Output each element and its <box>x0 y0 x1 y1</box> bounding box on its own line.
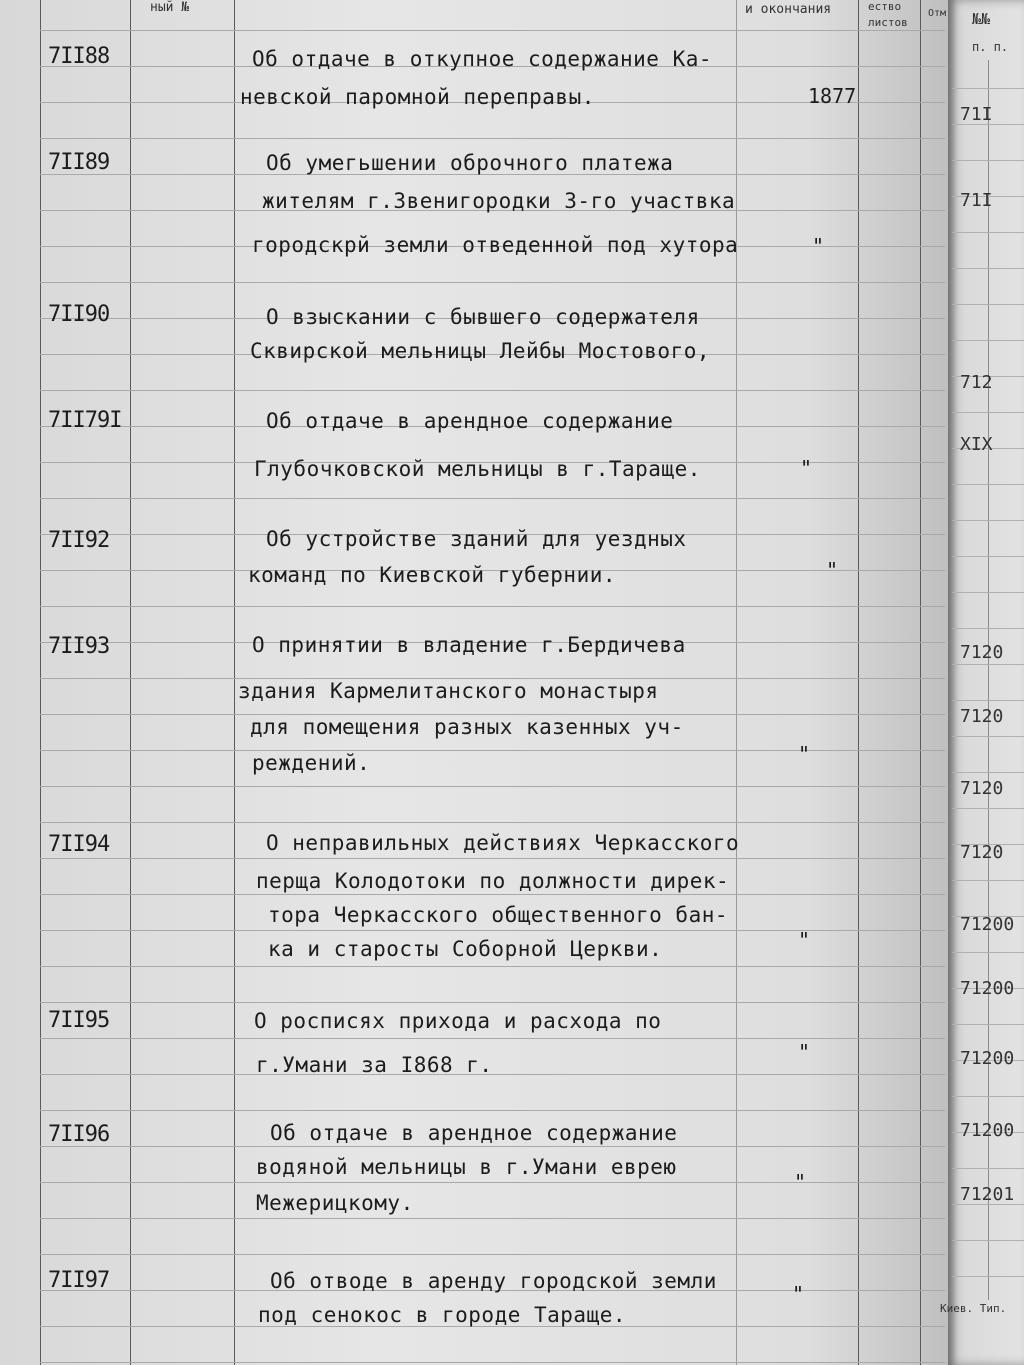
ruled-line <box>40 1362 945 1363</box>
entry-line: ка и старосты Соборной Церкви. <box>268 937 663 961</box>
ruled-line <box>952 232 1024 233</box>
ruled-line <box>40 390 945 391</box>
entry-line: под сенокос в городе Тараще. <box>258 1303 627 1327</box>
ruled-line <box>952 268 1024 269</box>
next-page-number: 71I <box>960 104 993 125</box>
column-line <box>920 0 921 1365</box>
entry-line: реждений. <box>252 751 371 775</box>
ruled-line <box>40 30 945 31</box>
ditto-mark: " <box>800 456 813 480</box>
entry-line: Сквирской мельницы Лейбы Мостового, <box>250 339 711 363</box>
ruled-line <box>40 606 945 607</box>
header-sheets: листов <box>868 16 908 29</box>
ruled-line <box>40 786 945 787</box>
next-page-number: 71201 <box>960 1184 1015 1205</box>
header-number: ный № <box>150 0 190 15</box>
ditto-mark: " <box>794 1170 807 1194</box>
ruled-line <box>40 282 945 283</box>
next-page-number: 71200 <box>960 978 1015 999</box>
ditto-mark: " <box>798 742 811 766</box>
next-page-number: 7120 <box>960 842 1004 863</box>
header-dates: и окончания <box>745 2 832 17</box>
ditto-mark: " <box>812 234 825 258</box>
entry-number: 7II92 <box>48 528 110 553</box>
entry-number: 7II93 <box>48 634 110 659</box>
entry-number: 7II96 <box>48 1122 110 1147</box>
header-notes: Отм <box>928 8 947 19</box>
entry-year: 1877 <box>808 84 857 108</box>
ruled-line <box>952 412 1024 413</box>
entry-line: здания Кармелитанского монастыря <box>238 679 659 703</box>
next-page-number: 7120 <box>960 778 1004 799</box>
entry-line: Об отдаче в откупное содержание Ка- <box>252 47 713 71</box>
entry-line: для помещения разных казенных уч- <box>250 715 684 739</box>
entry-number: 7II79I <box>48 408 122 433</box>
ditto-mark: " <box>798 1040 811 1064</box>
entry-line: Об отводе в аренду городской земли <box>270 1269 717 1293</box>
ruled-line <box>952 1024 1024 1025</box>
ruled-line <box>952 772 1024 773</box>
entry-line: Об умегьшении оброчного платежа <box>266 151 674 175</box>
ruled-line <box>952 628 1024 629</box>
entry-line: водяной мельницы в г.Умани еврею <box>256 1155 677 1179</box>
entry-line: О неправильных действиях Черкасского <box>266 831 740 855</box>
next-page-number: XIX <box>960 434 993 455</box>
entry-line: О принятии в владение г.Бердичева <box>252 633 686 657</box>
ruled-line <box>952 304 1024 305</box>
ruled-line <box>40 822 945 823</box>
ruled-line <box>952 88 1024 89</box>
ruled-line <box>952 952 1024 953</box>
entry-line: г.Умани за I868 г. <box>256 1053 493 1077</box>
next-page-header-sub: п. п. <box>972 40 1009 54</box>
entry-number: 7II88 <box>48 44 110 69</box>
printer-imprint: Киев. Тип. <box>940 1302 1007 1315</box>
entry-line: О взыскании с бывшего содержателя <box>266 305 700 329</box>
column-line <box>234 0 235 1365</box>
ruled-line <box>952 484 1024 485</box>
ruled-line <box>952 664 1024 665</box>
entry-number: 7II97 <box>48 1268 110 1293</box>
entry-number: 7II90 <box>48 302 110 327</box>
entry-line: Межерицкому. <box>256 1191 414 1215</box>
ruled-line <box>952 592 1024 593</box>
entry-line: команд по Киевской губернии. <box>248 563 617 587</box>
ditto-mark: " <box>792 1282 805 1306</box>
entry-line: Об устройстве зданий для уездных <box>266 527 687 551</box>
entry-line: Глубочковской мельницы в г.Тараще. <box>254 457 701 481</box>
ruled-line <box>40 138 945 139</box>
next-page-number: 7120 <box>960 642 1004 663</box>
ruled-line <box>40 1254 945 1255</box>
ruled-line <box>40 1110 945 1111</box>
entry-line: городскрй земли отведенной под хутора <box>252 233 739 257</box>
ruled-line <box>952 1240 1024 1241</box>
column-line <box>988 60 989 1300</box>
entry-line: жителям г.Звенигородки 3-го участвка <box>262 189 736 213</box>
next-page-number: 71200 <box>960 1048 1015 1069</box>
next-page-header: №№ <box>972 10 991 28</box>
ditto-mark: " <box>798 928 811 952</box>
entry-line: О росписях прихода и расхода по <box>254 1009 662 1033</box>
entry-number: 7II89 <box>48 150 110 175</box>
ruled-line <box>40 498 945 499</box>
ruled-line <box>952 736 1024 737</box>
next-page-number: 71I <box>960 190 993 211</box>
ruled-line <box>952 1276 1024 1277</box>
ruled-line <box>952 1168 1024 1169</box>
entry-line: Об отдаче в арендное содержание <box>266 409 674 433</box>
entry-line: перща Колодотоки по должности дирек- <box>256 869 730 893</box>
next-page-number: 712 <box>960 372 993 393</box>
column-line <box>858 0 859 1365</box>
entry-line: тора Черкасского общественного бан- <box>268 903 729 927</box>
next-page-number: 7120 <box>960 706 1004 727</box>
ruled-line <box>952 340 1024 341</box>
ruled-line <box>952 160 1024 161</box>
header-sheets-top: ество <box>868 0 902 13</box>
ditto-mark: " <box>826 558 839 582</box>
ruled-line <box>952 1096 1024 1097</box>
column-line <box>130 0 131 1365</box>
entry-number: 7II94 <box>48 832 110 857</box>
ruled-line <box>952 556 1024 557</box>
ruled-line <box>952 520 1024 521</box>
entry-line: невской паромной переправы. <box>240 85 595 109</box>
ruled-line <box>952 700 1024 701</box>
entry-number: 7II95 <box>48 1008 110 1033</box>
next-page-number: 71200 <box>960 1120 1015 1141</box>
entry-line: Об отдаче в арендное содержание <box>270 1121 678 1145</box>
next-page-number: 71200 <box>960 914 1015 935</box>
column-line <box>40 0 41 1365</box>
ruled-line <box>952 880 1024 881</box>
ruled-line <box>952 808 1024 809</box>
